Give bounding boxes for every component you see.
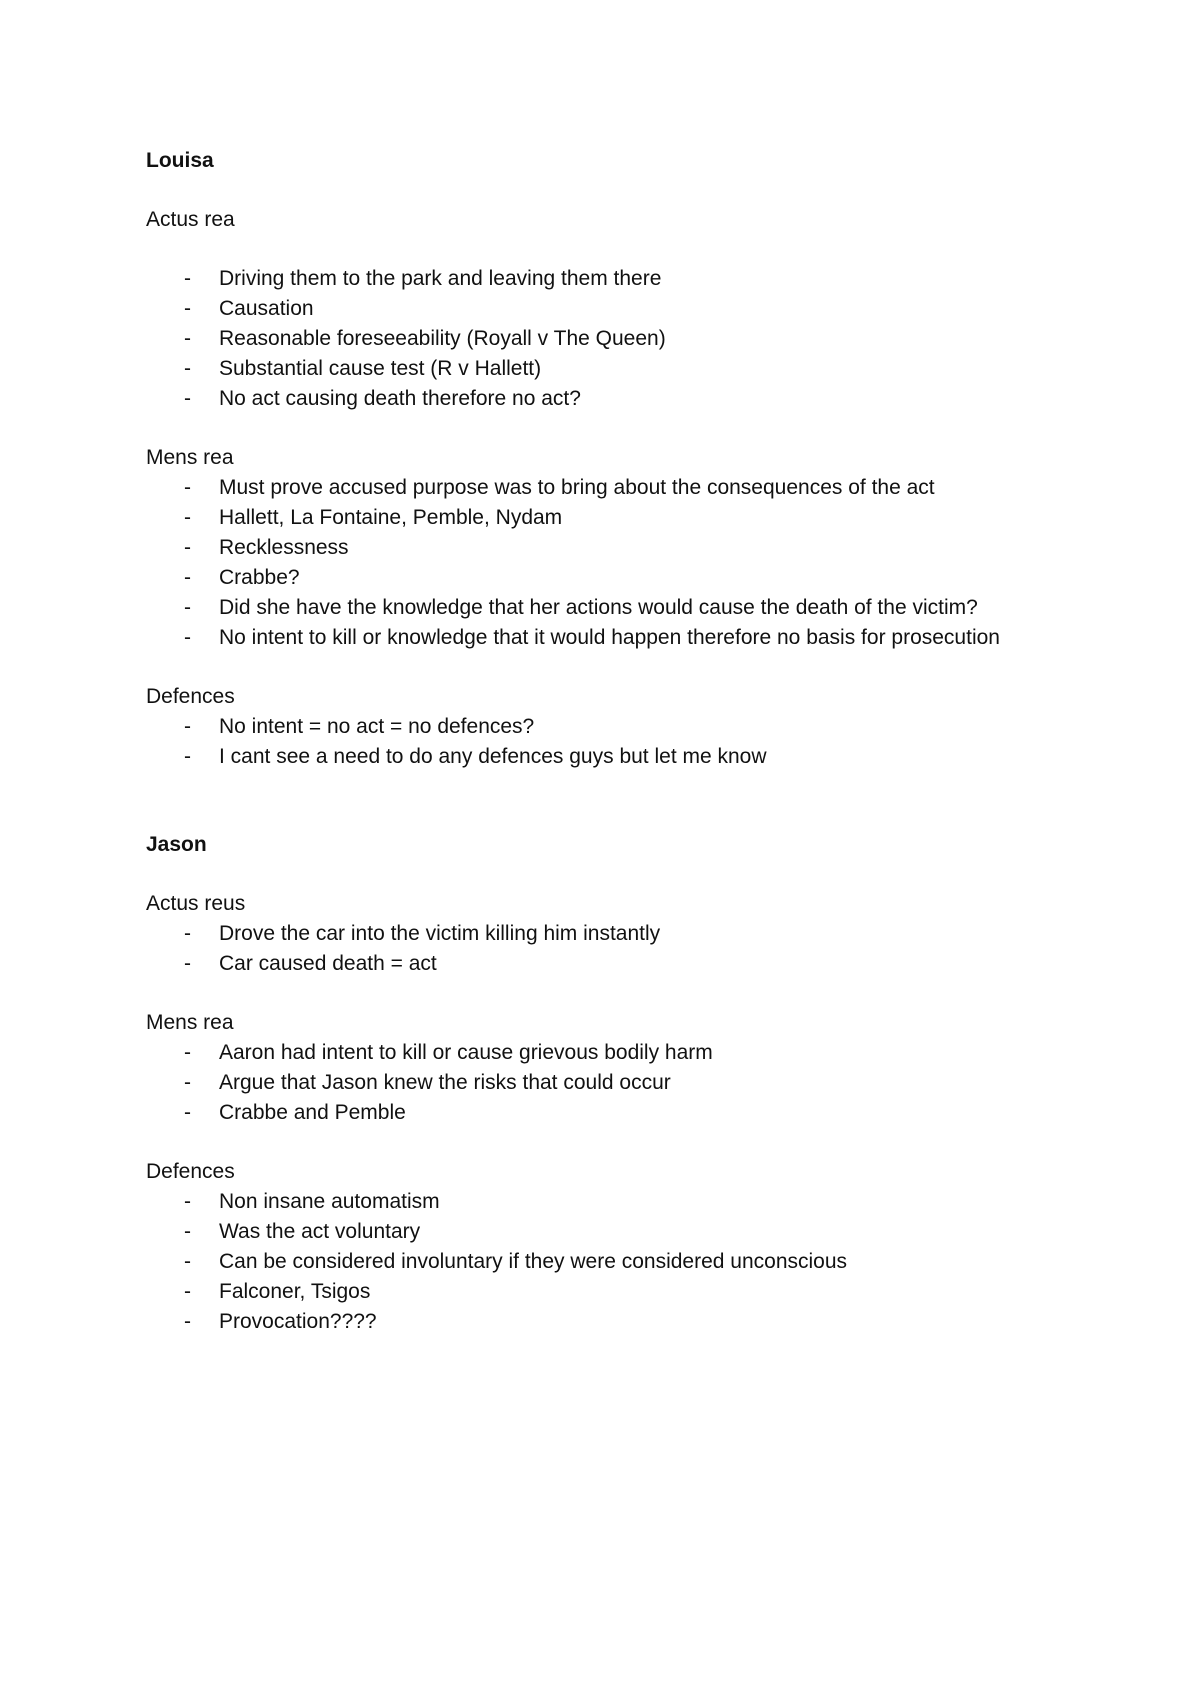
actus-list-louisa — [146, 264, 1076, 414]
list-item — [146, 563, 1076, 593]
mens-list-jason — [146, 1038, 1076, 1128]
bullet-dash: - — [184, 596, 191, 619]
mens-heading-louisa: Mens rea — [146, 446, 234, 469]
bullet-dash: - — [184, 267, 191, 290]
bullet-dash: - — [184, 1250, 191, 1273]
bullet-dash: - — [184, 715, 191, 738]
bullet-dash: - — [184, 387, 191, 410]
list-item-text: No intent = no act = no defences? — [219, 715, 535, 738]
bullet-dash: - — [184, 1041, 191, 1064]
defences-heading-louisa: Defences — [146, 685, 235, 708]
document-body — [146, 146, 1076, 1337]
person-heading-louisa: Louisa — [146, 149, 214, 172]
list-item — [146, 384, 1076, 414]
list-item-text: Can be considered involuntary if they were considered unconscious — [219, 1250, 848, 1273]
list-item — [146, 712, 1076, 742]
list-item — [146, 294, 1076, 324]
list-item — [146, 1247, 1076, 1277]
bullet-dash: - — [184, 357, 191, 380]
bullet-dash: - — [184, 1220, 191, 1243]
list-item — [146, 533, 1076, 563]
list-item — [146, 503, 1076, 533]
list-item — [146, 1187, 1076, 1217]
actus-heading-jason: Actus reus — [146, 892, 246, 915]
bullet-dash: - — [184, 506, 191, 529]
defences-heading-jason: Defences — [146, 1160, 235, 1183]
bullet-dash: - — [184, 1101, 191, 1124]
list-item — [146, 919, 1076, 949]
list-item-text: I cant see a need to do any defences guys but let me know — [219, 745, 767, 768]
bullet-dash: - — [184, 1071, 191, 1094]
bullet-dash: - — [184, 1310, 191, 1333]
list-item-text: Driving them to the park and leaving them there — [219, 267, 662, 290]
list-item — [146, 354, 1076, 384]
list-item — [146, 593, 1076, 623]
bullet-dash: - — [184, 745, 191, 768]
list-item-text: Argue that Jason knew the risks that could occur — [219, 1071, 671, 1094]
list-item — [146, 1068, 1076, 1098]
list-item — [146, 1098, 1076, 1128]
list-item-text: Crabbe and Pemble — [219, 1101, 406, 1124]
list-item-text: Was the act voluntary — [219, 1220, 421, 1243]
person-heading-jason: Jason — [146, 833, 207, 856]
bullet-dash: - — [184, 626, 191, 649]
bullet-dash: - — [184, 476, 191, 499]
actus-heading-louisa: Actus rea — [146, 208, 235, 231]
defences-list-jason — [146, 1187, 1076, 1337]
list-item-text: Drove the car into the victim killing him instantly — [219, 922, 661, 945]
list-item-text: Must prove accused purpose was to bring about the consequences of the act — [219, 476, 935, 499]
bullet-dash: - — [184, 327, 191, 350]
list-item-text: Non insane automatism — [219, 1190, 440, 1213]
list-item-text: Aaron had intent to kill or cause grievous bodily harm — [219, 1041, 713, 1064]
mens-list-louisa — [146, 473, 1076, 653]
list-item-text: Provocation???? — [219, 1310, 377, 1333]
list-item-text: Causation — [219, 297, 314, 320]
list-item-text: Falconer, Tsigos — [219, 1280, 371, 1303]
actus-list-jason — [146, 919, 1076, 979]
list-item — [146, 742, 1076, 772]
list-item — [146, 264, 1076, 294]
list-item-text: Substantial cause test (R v Hallett) — [219, 357, 542, 380]
list-item-text: Reasonable foreseeability (Royall v The Queen) — [219, 327, 666, 350]
bullet-dash: - — [184, 297, 191, 320]
list-item-text: Hallett, La Fontaine, Pemble, Nydam — [219, 506, 563, 529]
bullet-dash: - — [184, 536, 191, 559]
list-item — [146, 1277, 1076, 1307]
list-item — [146, 1217, 1076, 1247]
list-item-text: Recklessness — [219, 536, 349, 559]
bullet-dash: - — [184, 566, 191, 589]
bullet-dash: - — [184, 1190, 191, 1213]
list-item — [146, 473, 1076, 503]
bullet-dash: - — [184, 952, 191, 975]
list-item-text: Crabbe? — [219, 566, 300, 589]
mens-heading-jason: Mens rea — [146, 1011, 234, 1034]
list-item — [146, 623, 1076, 653]
list-item-text: No intent to kill or knowledge that it would happen therefore no basis for prosecution — [219, 626, 1000, 649]
list-item-text: Car caused death = act — [219, 952, 437, 975]
list-item — [146, 1038, 1076, 1068]
list-item-text: No act causing death therefore no act? — [219, 387, 581, 410]
list-item — [146, 949, 1076, 979]
bullet-dash: - — [184, 922, 191, 945]
bullet-dash: - — [184, 1280, 191, 1303]
list-item-text: Did she have the knowledge that her actions would cause the death of the victim? — [219, 596, 978, 619]
list-item — [146, 324, 1076, 354]
defences-list-louisa — [146, 712, 1076, 772]
list-item — [146, 1307, 1076, 1337]
